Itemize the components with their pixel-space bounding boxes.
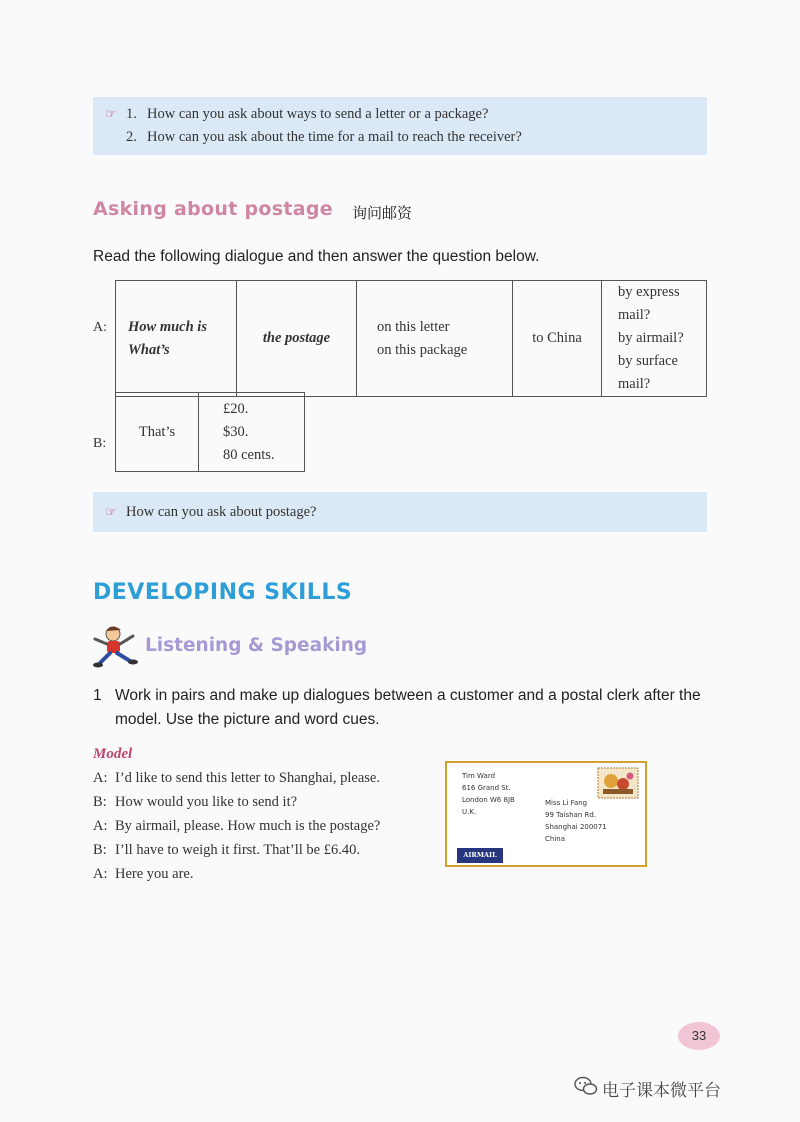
table-a-option: by express mail? — [618, 284, 680, 323]
address-line: 616 Grand St. — [462, 784, 511, 792]
question-2: How can you ask about the time for a mail to reach the receiver? — [147, 129, 522, 145]
model-heading: Model — [93, 746, 133, 762]
address-line: Tim Ward — [462, 772, 496, 780]
watermark-text: 电子课本微平台 — [602, 1081, 721, 1101]
table-a-option: How much is — [128, 318, 207, 335]
developing-skills-heading: DEVELOPING SKILLS — [93, 580, 353, 605]
address-line: London W6 8JB — [462, 796, 515, 804]
table-b-option: That’s — [138, 423, 176, 440]
table-a-cell-1 — [116, 281, 237, 397]
question-postage: How can you ask about postage? — [126, 504, 317, 520]
dialogue-text: I’d like to send this letter to Shanghai, please. — [115, 770, 380, 786]
table-a-option: by airmail? — [618, 330, 684, 346]
table-a-cell-2 — [237, 281, 357, 397]
section-title-chinese: 询问邮资 — [352, 204, 413, 222]
table-a-option: on this letter — [377, 318, 450, 335]
dialogue-line — [93, 818, 380, 835]
address-line: U.K. — [462, 808, 477, 816]
dialogue-line — [93, 842, 360, 859]
envelope-illustration — [445, 761, 647, 867]
table-a-option: What’s — [128, 341, 170, 358]
table-a-option: on this package — [377, 341, 468, 358]
task-text: Work in pairs and make up dialogues between a customer and a postal clerk after the model. Use the picture and word cues. — [115, 687, 701, 728]
table-b-option: £20. — [223, 400, 249, 417]
dialogue-line — [93, 794, 297, 811]
stamp-icon — [597, 767, 639, 799]
table-b-cell-2 — [199, 393, 305, 472]
dialogue-text: By airmail, please. How much is the postage? — [115, 818, 381, 834]
table-b-option: $30. — [223, 423, 249, 440]
substitution-table-b — [115, 392, 305, 472]
address-line: 99 Taishan Rd. — [545, 811, 597, 819]
task-number: 1 — [93, 687, 102, 704]
pointing-hand-icon: ☞ — [105, 505, 117, 520]
question-1-number: 1. — [126, 106, 137, 122]
pointing-hand-icon: ☞ — [105, 107, 117, 122]
recipient-address — [545, 797, 607, 845]
table-b-cell-1 — [116, 393, 199, 472]
question-1: How can you ask about ways to send a letter or a package? — [147, 106, 489, 122]
airmail-label: AIRMAIL — [457, 848, 503, 863]
section-title: Asking about postage — [93, 198, 333, 220]
question-box-2 — [93, 492, 707, 532]
listening-speaking-heading: Listening & Speaking — [145, 635, 368, 656]
question-2-number: 2. — [126, 129, 137, 145]
table-a-cell-5 — [602, 281, 707, 397]
dialogue-text: Here you are. — [115, 866, 194, 882]
table-a-option: the postage — [262, 330, 331, 346]
wechat-icon — [574, 1076, 598, 1096]
speaker-label: B: — [93, 842, 107, 858]
running-cartoon-icon — [91, 622, 141, 668]
dialogue-text: How would you like to send it? — [115, 794, 298, 810]
dialogue-text: I’ll have to weigh it first. That’ll be £6.40. — [115, 842, 360, 858]
sender-address — [462, 770, 515, 818]
substitution-table-a — [115, 280, 707, 397]
instruction-text: Read the following dialogue and then answer the question below. — [93, 248, 540, 265]
dialogue-line — [93, 770, 380, 787]
table-a-option: to China — [532, 330, 582, 346]
address-line: China — [545, 835, 565, 843]
speaker-label: A: — [93, 818, 108, 834]
table-a-cell-3 — [357, 281, 513, 397]
dialogue-line — [93, 866, 194, 883]
question-box-1 — [93, 97, 707, 155]
row-label-b: B: — [93, 436, 107, 451]
table-b-option: 80 cents. — [223, 446, 275, 463]
address-line: Miss Li Fang — [545, 799, 588, 807]
table-a-option: by surface mail? — [618, 353, 678, 392]
row-label-a: A: — [93, 320, 107, 335]
page-number: 33 — [678, 1022, 720, 1050]
speaker-label: A: — [93, 866, 108, 882]
task-1 — [93, 684, 713, 732]
speaker-label: B: — [93, 794, 107, 810]
address-line: Shanghai 200071 — [545, 823, 607, 831]
speaker-label: A: — [93, 770, 108, 786]
table-a-cell-4 — [513, 281, 602, 397]
